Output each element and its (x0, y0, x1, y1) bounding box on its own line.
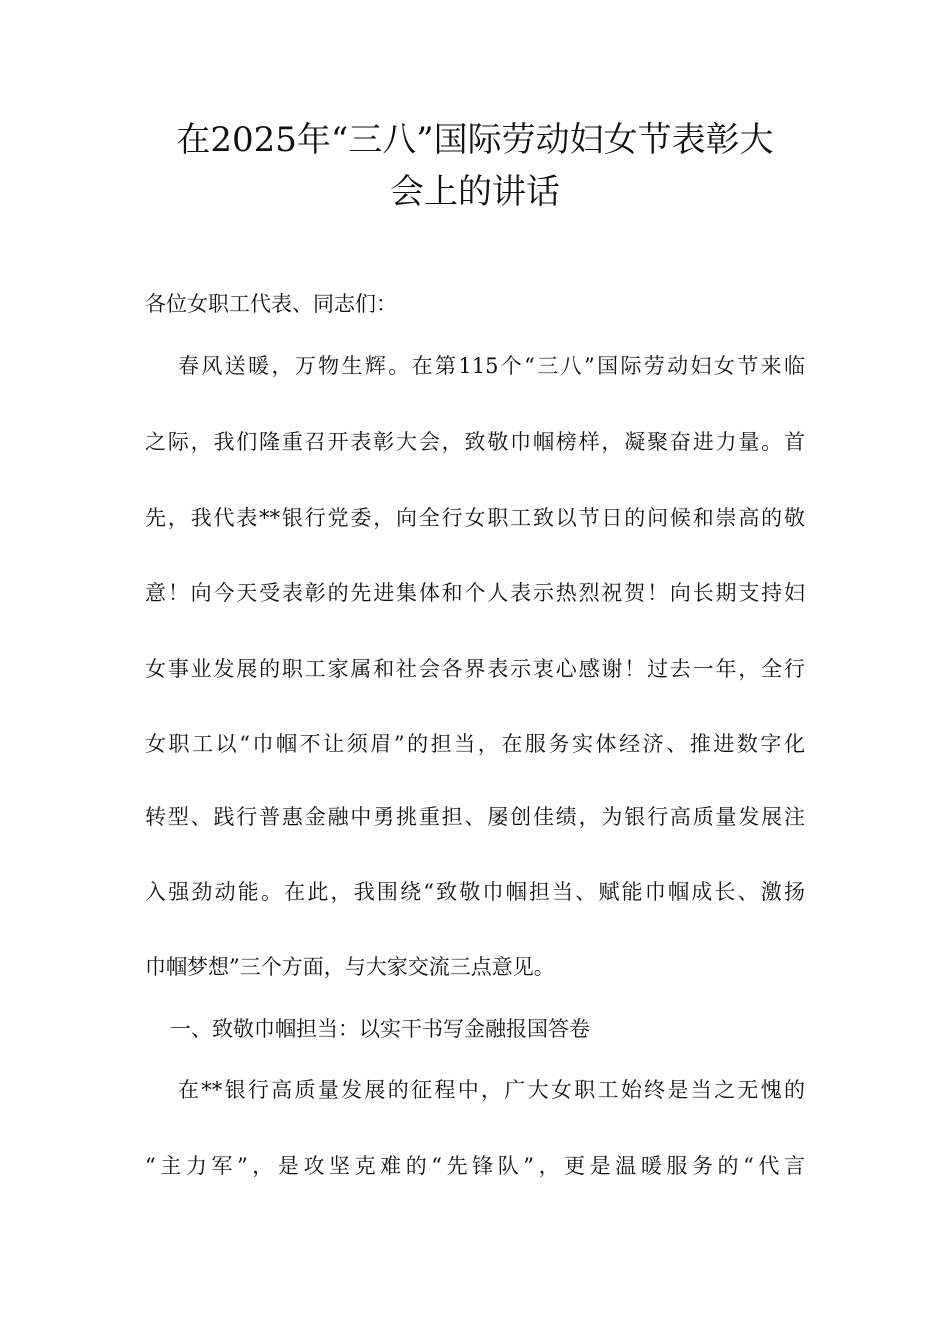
paragraph-1-line-3: 先，我代表**银行党委，向全行女职工致以节日的问候和崇高的敬 (145, 506, 805, 530)
salutation: 各位女职工代表、同志们： (145, 292, 397, 316)
section-1-heading: 一、致敬巾帼担当：以实干书写金融报国答卷 (170, 1017, 590, 1041)
paragraph-1-line-5: 女事业发展的职工家属和社会各界表示衷心感谢！过去一年，全行 (145, 657, 805, 681)
paragraph-2-line-1: 在**银行高质量发展的征程中，广大女职工始终是当之无愧的 (178, 1078, 805, 1102)
paragraph-1-line-1: 春风送暖，万物生辉。在第115个“三八”国际劳动妇女节来临 (178, 354, 805, 378)
paragraph-1-line-4: 意！向今天受表彰的先进集体和个人表示热烈祝贺！向长期支持妇 (145, 581, 805, 605)
paragraph-1-line-6: 女职工以“巾帼不让须眉”的担当，在服务实体经济、推进数字化 (145, 732, 805, 756)
paragraph-1-line-7: 转型、践行普惠金融中勇挑重担、屡创佳绩，为银行高质量发展注 (145, 805, 805, 829)
document-title-line-1: 在2025年“三八”国际劳动妇女节表彰大 (176, 120, 774, 160)
paragraph-1-line-9: 巾帼梦想”三个方面，与大家交流三点意见。 (145, 955, 555, 979)
paragraph-1-line-2: 之际，我们隆重召开表彰大会，致敬巾帼榜样，凝聚奋进力量。首 (145, 430, 805, 454)
document-title-line-2: 会上的讲话 (390, 172, 560, 212)
paragraph-1-line-8: 入强劲动能。在此，我围绕“致敬巾帼担当、赋能巾帼成长、激扬 (145, 880, 805, 904)
paragraph-2-line-2: “主力军”，是攻坚克难的“先锋队”，更是温暖服务的“代言 (145, 1154, 805, 1178)
